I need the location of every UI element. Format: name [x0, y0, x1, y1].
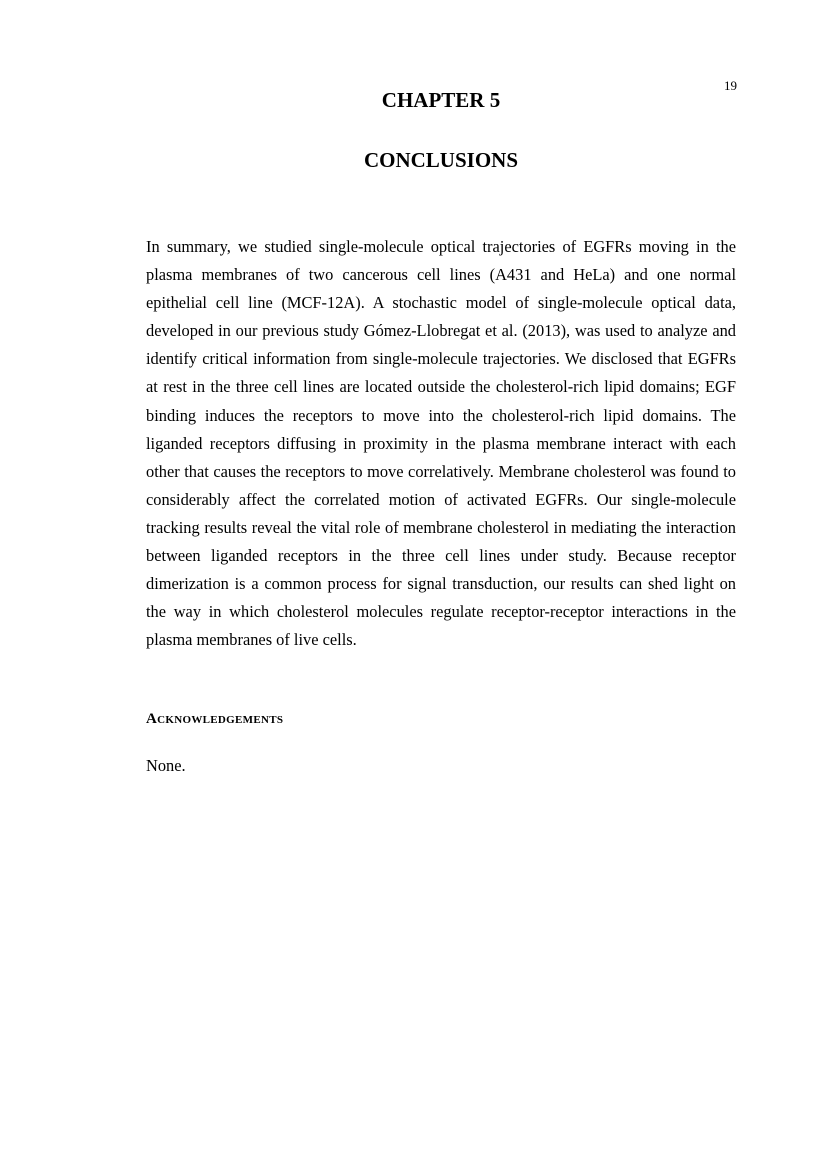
chapter-label: CHAPTER 5 — [381, 88, 501, 112]
acknowledgements-text: None. — [146, 756, 186, 775]
acknowledgements-heading: Acknowledgements — [146, 711, 284, 727]
chapter-title: CONCLUSIONS — [363, 148, 519, 172]
page-number: 19 — [724, 78, 737, 93]
summary-paragraph: In summary, we studied single-molecule optical trajectories of EGFRs moving in the plasma membranes of two cancerous cell lines (A431 and HeLa) and one normal epithelial cell line (MCF-12A). A stochastic model of single-molecule optical data, developed in our previous study Gómez-Llobregat et al. (2013), was used to analyze and identify critical information from single-molecule trajectories. We disclosed that EGFRs at rest in the three cell lines are located outside the cholesterol-rich lipid domains; EGF binding induces the receptors to move into the cholesterol-rich lipid domains. The liganded receptors diffusing in proximity in the plasma membrane interact with each other that causes the receptors to move correlatively. Membrane cholesterol was found to considerably affect the correlated motion of activated EGFRs. Our single-molecule tracking results reveal the vital role of membrane cholesterol in mediating the interaction between liganded receptors in the three cell lines under study. Because receptor dimerization is a common process for signal transduction, our results can shed light on the way in which cholesterol molecules regulate receptor-receptor interactions in the plasma membranes of live cells. — [146, 237, 736, 650]
